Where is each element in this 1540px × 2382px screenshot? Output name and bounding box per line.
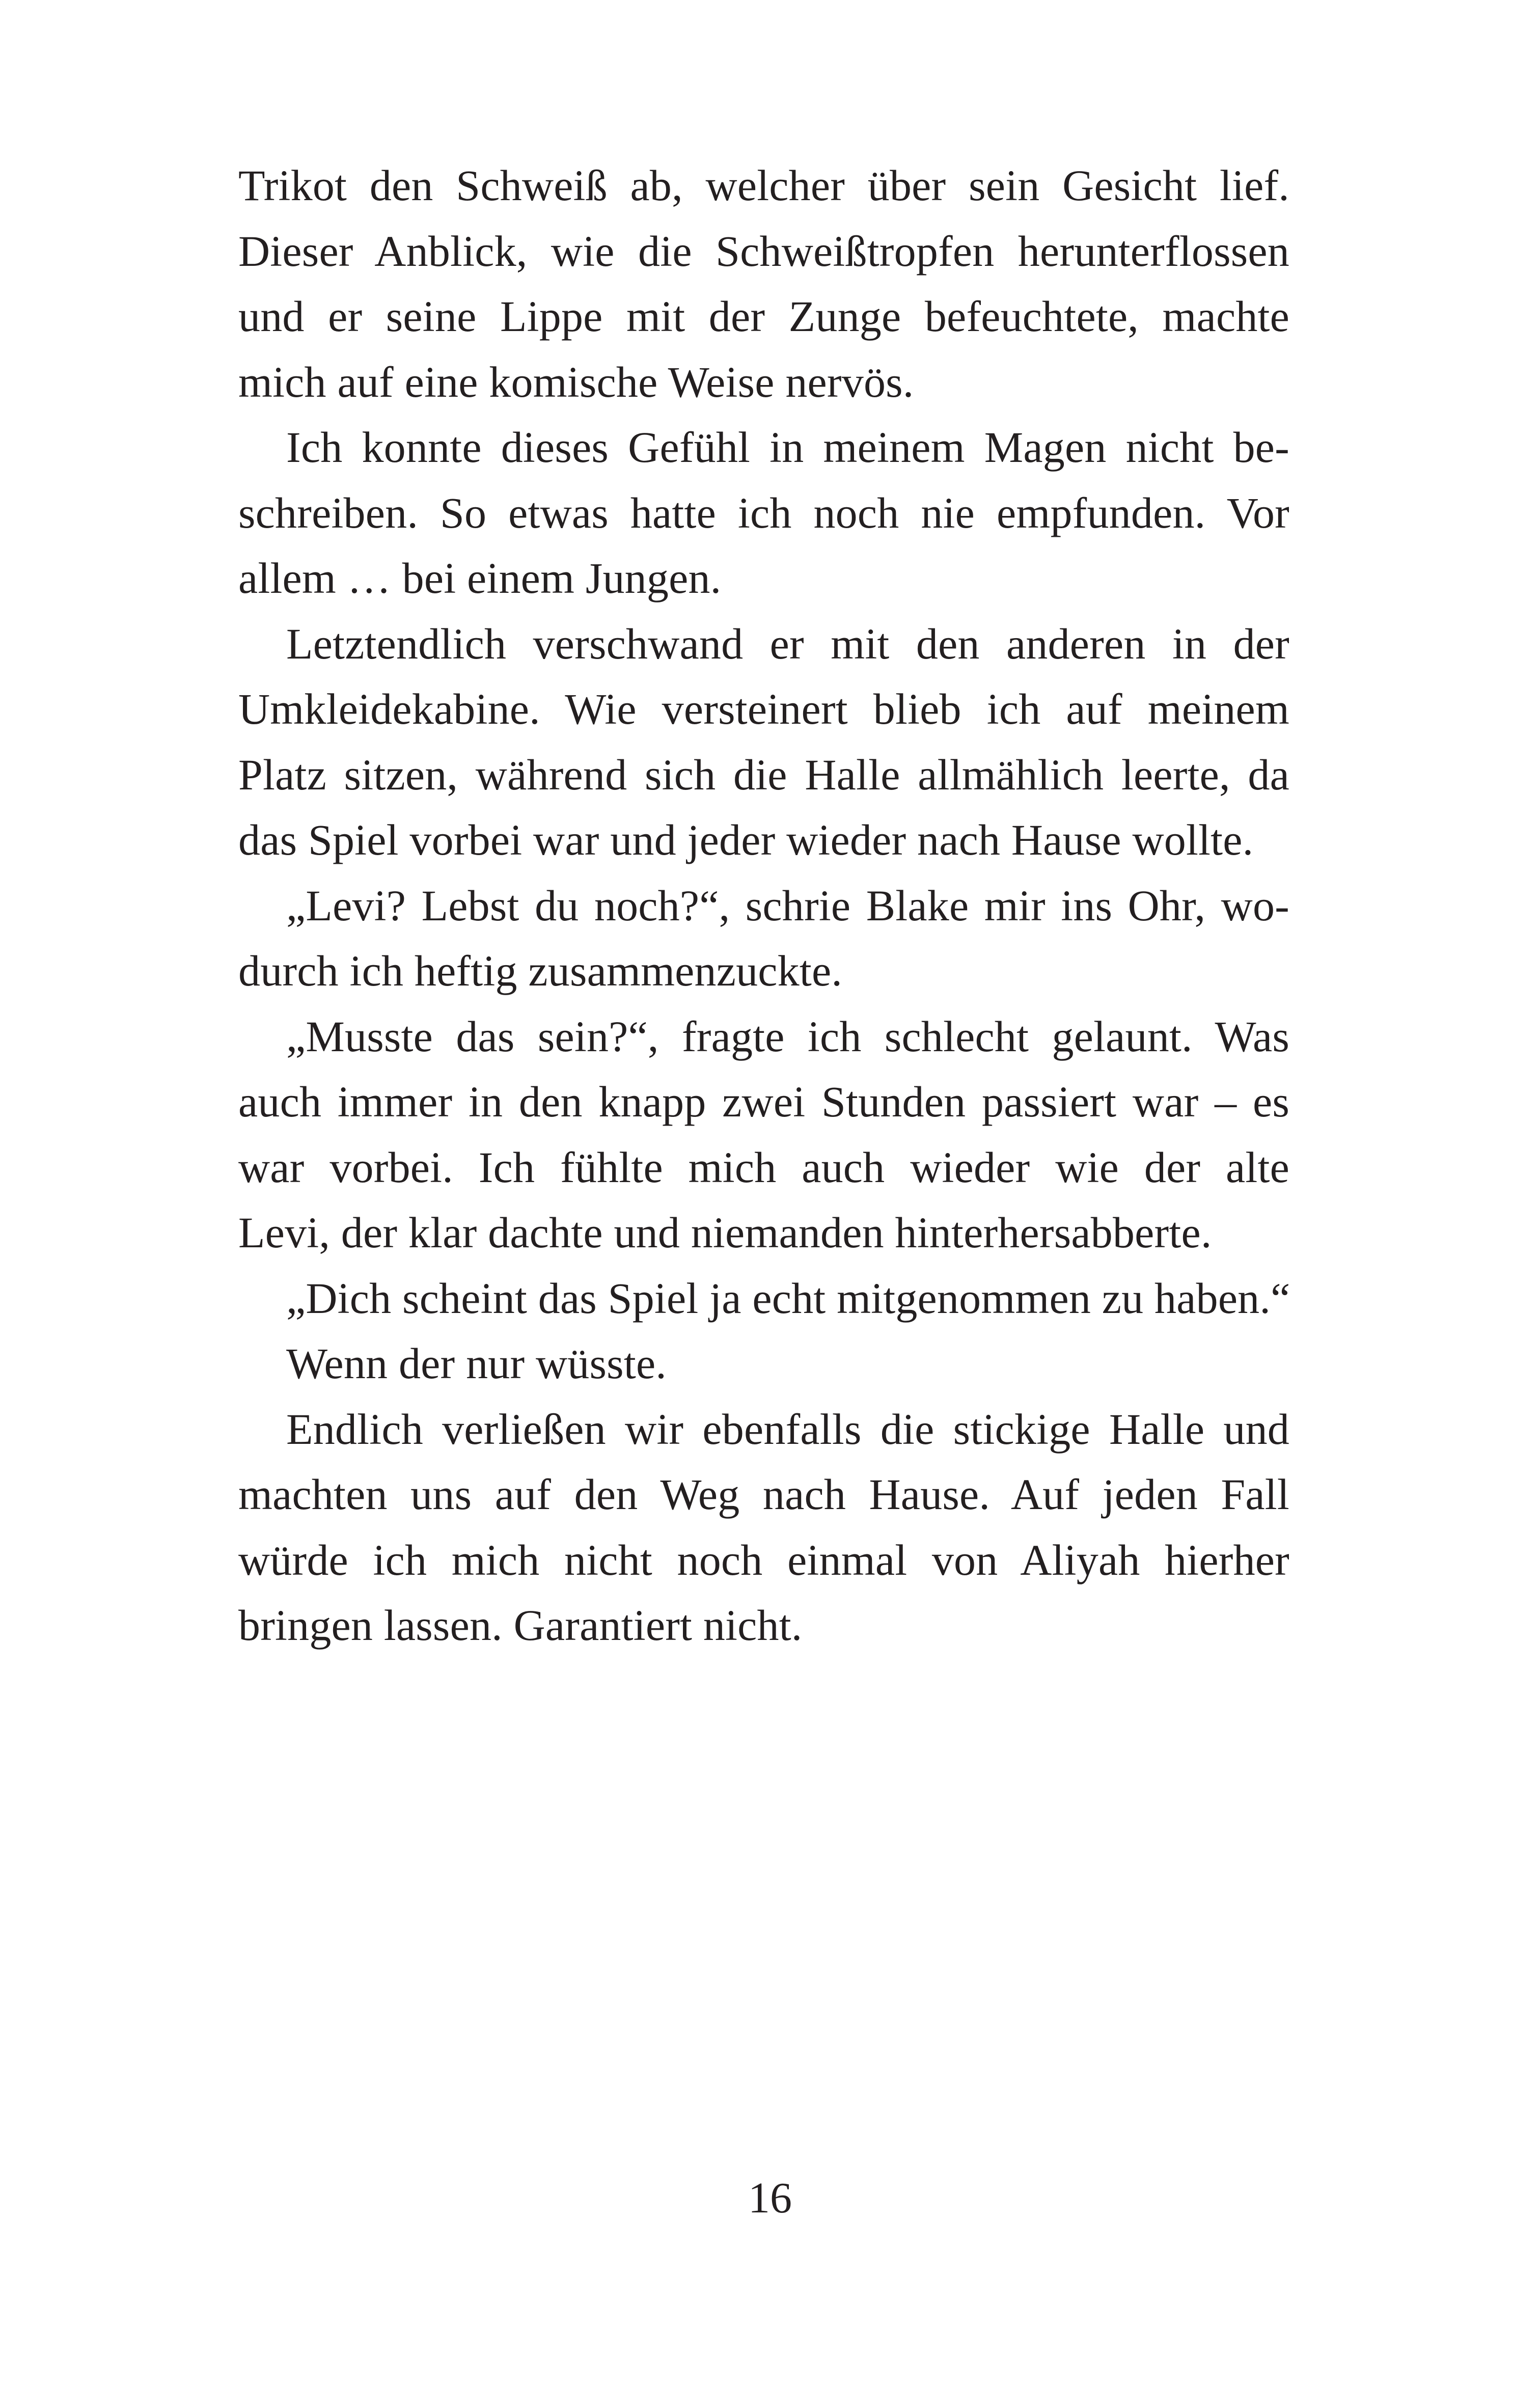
text-line: und er seine Lippe mit der Zunge befeuchtete, machte bbox=[238, 292, 1289, 341]
text-line: allem … bei einem Jungen. bbox=[238, 554, 722, 603]
text-line: Endlich verließen wir ebenfalls die stickige Halle und bbox=[286, 1404, 1289, 1454]
text-line: würde ich mich nicht noch einmal von Aliyah hierher bbox=[238, 1535, 1289, 1584]
text-line: auch immer in den knapp zwei Stunden passiert war – es bbox=[238, 1077, 1289, 1126]
text-line: das Spiel vorbei war und jeder wieder nach Hause wollte. bbox=[238, 815, 1254, 864]
text-line: „Dich scheint das Spiel ja echt mitgenommen zu haben.“ bbox=[286, 1273, 1290, 1323]
text-line: „Musste das sein?“, fragte ich schlecht gelaunt. Was bbox=[286, 1011, 1289, 1061]
text-line: bringen lassen. Garantiert nicht. bbox=[238, 1601, 803, 1650]
body-text bbox=[238, 153, 1289, 1658]
text-line: mich auf eine komische Weise nervös. bbox=[238, 357, 914, 406]
text-line: machten uns auf den Weg nach Hause. Auf jeden Fall bbox=[238, 1470, 1289, 1519]
text-line: Trikot den Schweiß ab, welcher über sein Gesicht lief. bbox=[238, 161, 1289, 210]
text-line: Letztendlich verschwand er mit den anderen in der bbox=[286, 619, 1289, 668]
text-line: war vorbei. Ich fühlte mich auch wieder wie der alte bbox=[238, 1142, 1289, 1192]
text-line: durch ich heftig zusammenzuckte. bbox=[238, 946, 843, 995]
text-line: Platz sitzen, während sich die Halle allmählich leerte, da bbox=[238, 750, 1289, 799]
text-line: Levi, der klar dachte und niemanden hinterhersabberte. bbox=[238, 1208, 1212, 1257]
text-line: „Levi? Lebst du noch?“, schrie Blake mir ins Ohr, wo- bbox=[286, 881, 1289, 930]
text-line: Ich konnte dieses Gefühl in meinem Magen nicht be- bbox=[286, 423, 1289, 472]
text-line: Umkleidekabine. Wie versteinert blieb ich auf meinem bbox=[238, 685, 1289, 733]
text-line: schreiben. So etwas hatte ich noch nie empfunden. Vor bbox=[238, 488, 1289, 537]
text-line: Dieser Anblick, wie die Schweißtropfen herunterflossen bbox=[238, 226, 1289, 276]
page-number: 16 bbox=[748, 2173, 792, 2222]
text-line: Wenn der nur wüsste. bbox=[286, 1339, 667, 1388]
